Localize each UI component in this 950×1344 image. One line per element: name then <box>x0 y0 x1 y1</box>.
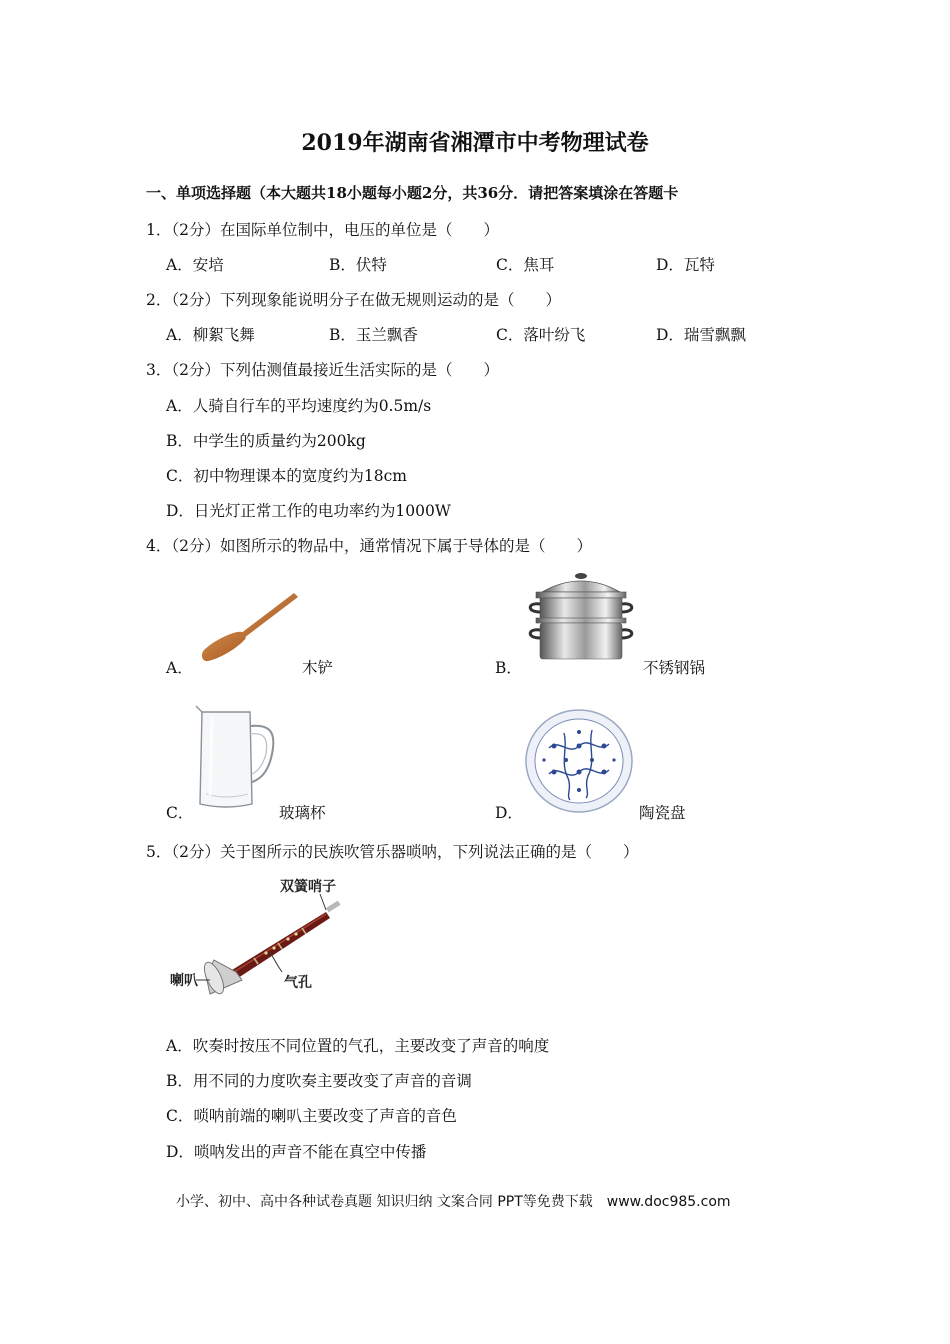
question-2-option-d: D．瑞雪飘飘 <box>656 326 746 344</box>
question-4-option-c-letter: C． <box>166 804 194 822</box>
question-3-option-a: A．人骑自行车的平均速度约为0.5m/s <box>166 397 432 415</box>
question-4-option-b-name: 不锈钢锅 <box>643 659 706 677</box>
question-3-option-d: D．日光灯正常工作的电功率约为1000W <box>166 502 451 520</box>
question-4-option-a-letter: A． <box>166 659 193 677</box>
suona-hole-label: 气孔 <box>284 975 312 991</box>
question-2-option-a: A．柳絮飞舞 <box>166 326 255 344</box>
question-1-option-d: D．瓦特 <box>656 256 715 274</box>
question-4-option-c-name: 玻璃杯 <box>279 804 326 822</box>
question-4-option-d-name: 陶瓷盘 <box>639 804 686 822</box>
glass-cup-image <box>192 704 278 814</box>
question-2-stem: 2．（2分）下列现象能说明分子在做无规则运动的是（ ） <box>146 291 561 309</box>
question-5-option-c: C．唢呐前端的喇叭主要改变了声音的音色 <box>166 1107 457 1125</box>
question-4-stem: 4．（2分）如图所示的物品中，通常情况下属于导体的是（ ） <box>146 537 592 555</box>
question-1-option-a: A．安培 <box>166 256 224 274</box>
question-1-stem: 1．（2分）在国际单位制中，电压的单位是（ ） <box>146 221 499 239</box>
question-2-option-b: B．玉兰飘香 <box>329 326 418 344</box>
question-4-option-d-letter: D． <box>495 804 523 822</box>
question-5-option-b: B．用不同的力度吹奏主要改变了声音的音调 <box>166 1072 472 1090</box>
steel-pot-image <box>522 572 640 668</box>
suona-reed-label: 双簧哨子 <box>280 879 336 895</box>
question-2-option-c: C．落叶纷飞 <box>496 326 586 344</box>
ceramic-plate-image <box>524 708 634 814</box>
section-heading: 一、单项选择题（本大题共18小题每小题2分，共36分．请把答案填涂在答题卡 <box>146 184 679 202</box>
question-5-option-a: A．吹奏时按压不同位置的气孔，主要改变了声音的响度 <box>166 1037 550 1055</box>
question-3-stem: 3．（2分）下列估测值最接近生活实际的是（ ） <box>146 361 499 379</box>
question-1-option-c: C．焦耳 <box>496 256 555 274</box>
question-5-stem: 5．（2分）关于图所示的民族吹管乐器唢呐，下列说法正确的是（ ） <box>146 843 639 861</box>
suona-bell-label: 喇叭 <box>170 973 198 989</box>
question-4-option-a-name: 木铲 <box>302 659 334 677</box>
question-4-option-b-letter: B． <box>495 659 522 677</box>
question-3-option-c: C．初中物理课本的宽度约为18cm <box>166 467 407 485</box>
page-footer: 小学、初中、高中各种试卷真题 知识归纳 文案合同 PPT等免费下载 www.doc985.com <box>176 1194 731 1210</box>
wooden-spatula-image <box>196 588 302 668</box>
question-3-option-b: B．中学生的质量约为200kg <box>166 432 366 450</box>
page-title: 2019年湖南省湘潭市中考物理试卷 <box>301 130 649 156</box>
question-5-option-d: D．唢呐发出的声音不能在真空中传播 <box>166 1143 427 1161</box>
question-1-option-b: B．伏特 <box>329 256 387 274</box>
